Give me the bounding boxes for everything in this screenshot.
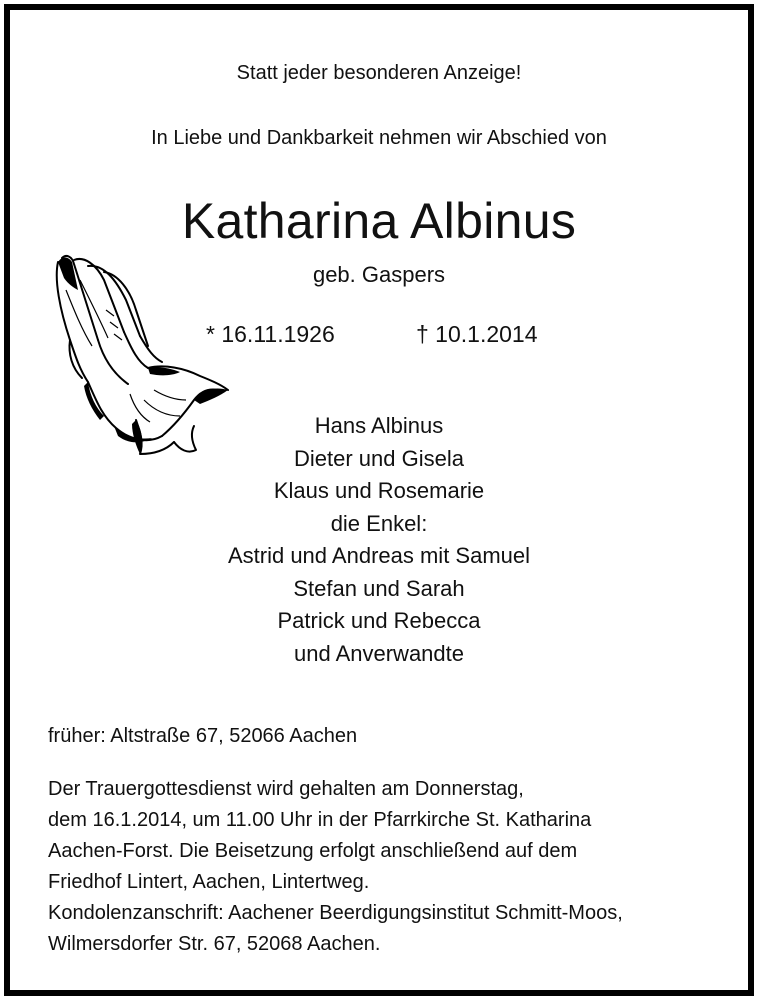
obituary-frame <box>4 4 754 996</box>
family-list <box>10 410 748 670</box>
family-member: Patrick und Rebecca <box>277 608 481 633</box>
family-member: Dieter und Gisela <box>294 445 464 471</box>
condolence-line: Kondolenzanschrift: Aachener Beerdigungsinstitut Schmitt-Moos, <box>48 902 623 924</box>
death-date: † 10.1.2014 <box>416 321 538 347</box>
intro-line-1: Statt jeder besonderen Anzeige! <box>236 62 522 84</box>
family-member: und Anverwandte <box>293 640 465 666</box>
service-text <box>48 774 623 960</box>
family-member: Stefan und Sarah <box>293 575 465 601</box>
service-line: Aachen-Forst. Die Beisetzung erfolgt anschließend auf dem <box>48 840 578 862</box>
former-address: früher: Altstraße 67, 52066 Aachen <box>48 725 358 747</box>
service-line: Friedhof Lintert, Aachen, Lintertweg. <box>48 871 370 893</box>
family-member: die Enkel: <box>330 510 428 536</box>
intro-line-2: In Liebe und Dankbarkeit nehmen wir Abschied von <box>151 127 607 149</box>
family-member: Hans Albinus <box>314 413 444 438</box>
birth-date: * 16.11.1926 <box>206 321 335 347</box>
condolence-line: Wilmersdorfer Str. 67, 52068 Aachen. <box>48 933 381 955</box>
service-line: Der Trauergottesdienst wird gehalten am Donnerstag, <box>48 778 524 800</box>
deceased-name: Katharina Albinus <box>181 193 577 249</box>
service-line: dem 16.1.2014, um 11.00 Uhr in der Pfarrkirche St. Katharina <box>48 809 592 831</box>
birth-name: geb. Gaspers <box>312 262 446 287</box>
family-member: Klaus und Rosemarie <box>273 478 485 503</box>
family-member: Astrid und Andreas mit Samuel <box>227 543 531 568</box>
